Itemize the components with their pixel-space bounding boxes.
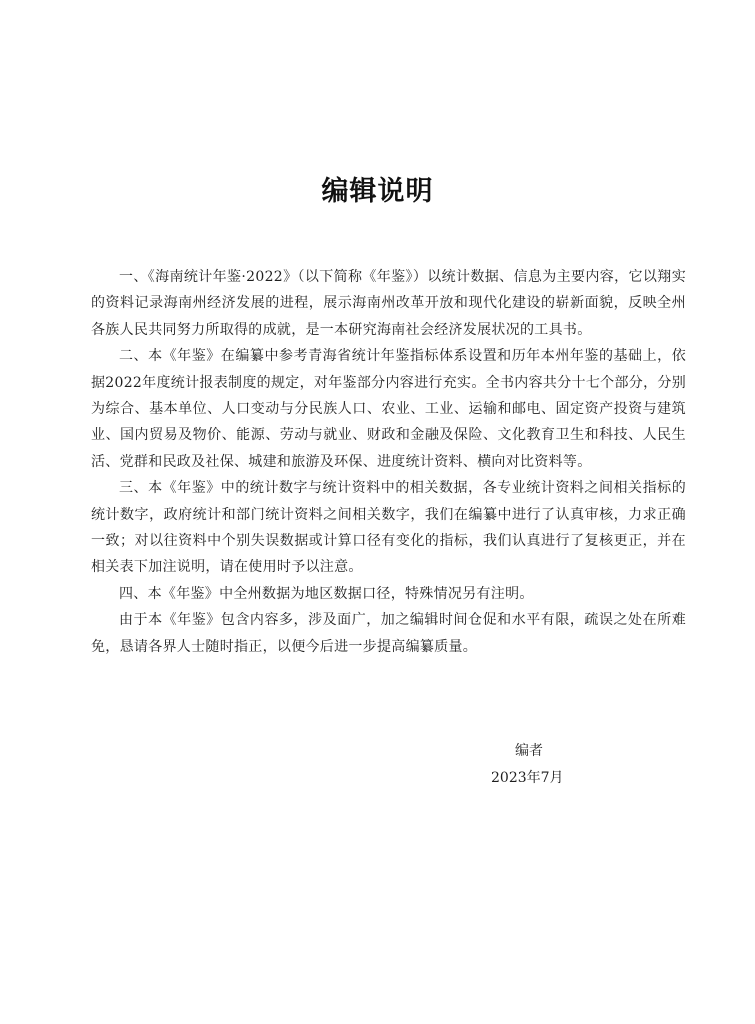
paragraph-3: 三、本《年鉴》中的统计数字与统计资料中的相关数据，各专业统计资料之间相关指标的统计数字，政府统计和部门统计资料之间相关数字，我们在编纂中进行了认真审核，力求正确一致；对以往资料中个别失误数据或计算口径有变化的指标，我们认真进行了复核更正，并在相关表下加注说明，请在使用时予以注意。 [91,480,686,576]
signature-editor: 编者 [515,743,543,759]
body-text [91,264,686,660]
paragraph-5: 由于本《年鉴》包含内容多，涉及面广，加之编辑时间仓促和水平有限，疏误之处在所难免，恳请各界人士随时指正，以便今后进一步提高编纂质量。 [91,612,686,655]
paragraph-2: 二、本《年鉴》在编纂中参考青海省统计年鉴指标体系设置和历年本州年鉴的基础上，依据2022年度统计报表制度的规定，对年鉴部分内容进行充实。全书内容共分十七个部分，分别为综合、基本单位、人口变动与分民族人口、农业、工业、运输和邮电、固定资产投资与建筑业、国内贸易及物价、能源、劳动与就业、财政和金融及保险、文化教育卫生和科技、人民生活、党群和民政及社保、城建和旅游及环保、进度统计资料、横向对比资料等。 [91,348,686,470]
paragraph-1: 一、《海南统计年鉴·2022》（以下简称《年鉴》）以统计数据、信息为主要内容，它以翔实的资料记录海南州经济发展的进程，展示海南州改革开放和现代化建设的崭新面貌，反映全州各族人民共同努力所取得的成就，是一本研究海南社会经济发展状况的工具书。 [91,269,686,338]
paragraph-4: 四、本《年鉴》中全州数据为地区数据口径，特殊情况另有注明。 [119,585,534,602]
signature-date: 2023年7月 [491,770,564,786]
page-title: 编辑说明 [321,176,434,207]
